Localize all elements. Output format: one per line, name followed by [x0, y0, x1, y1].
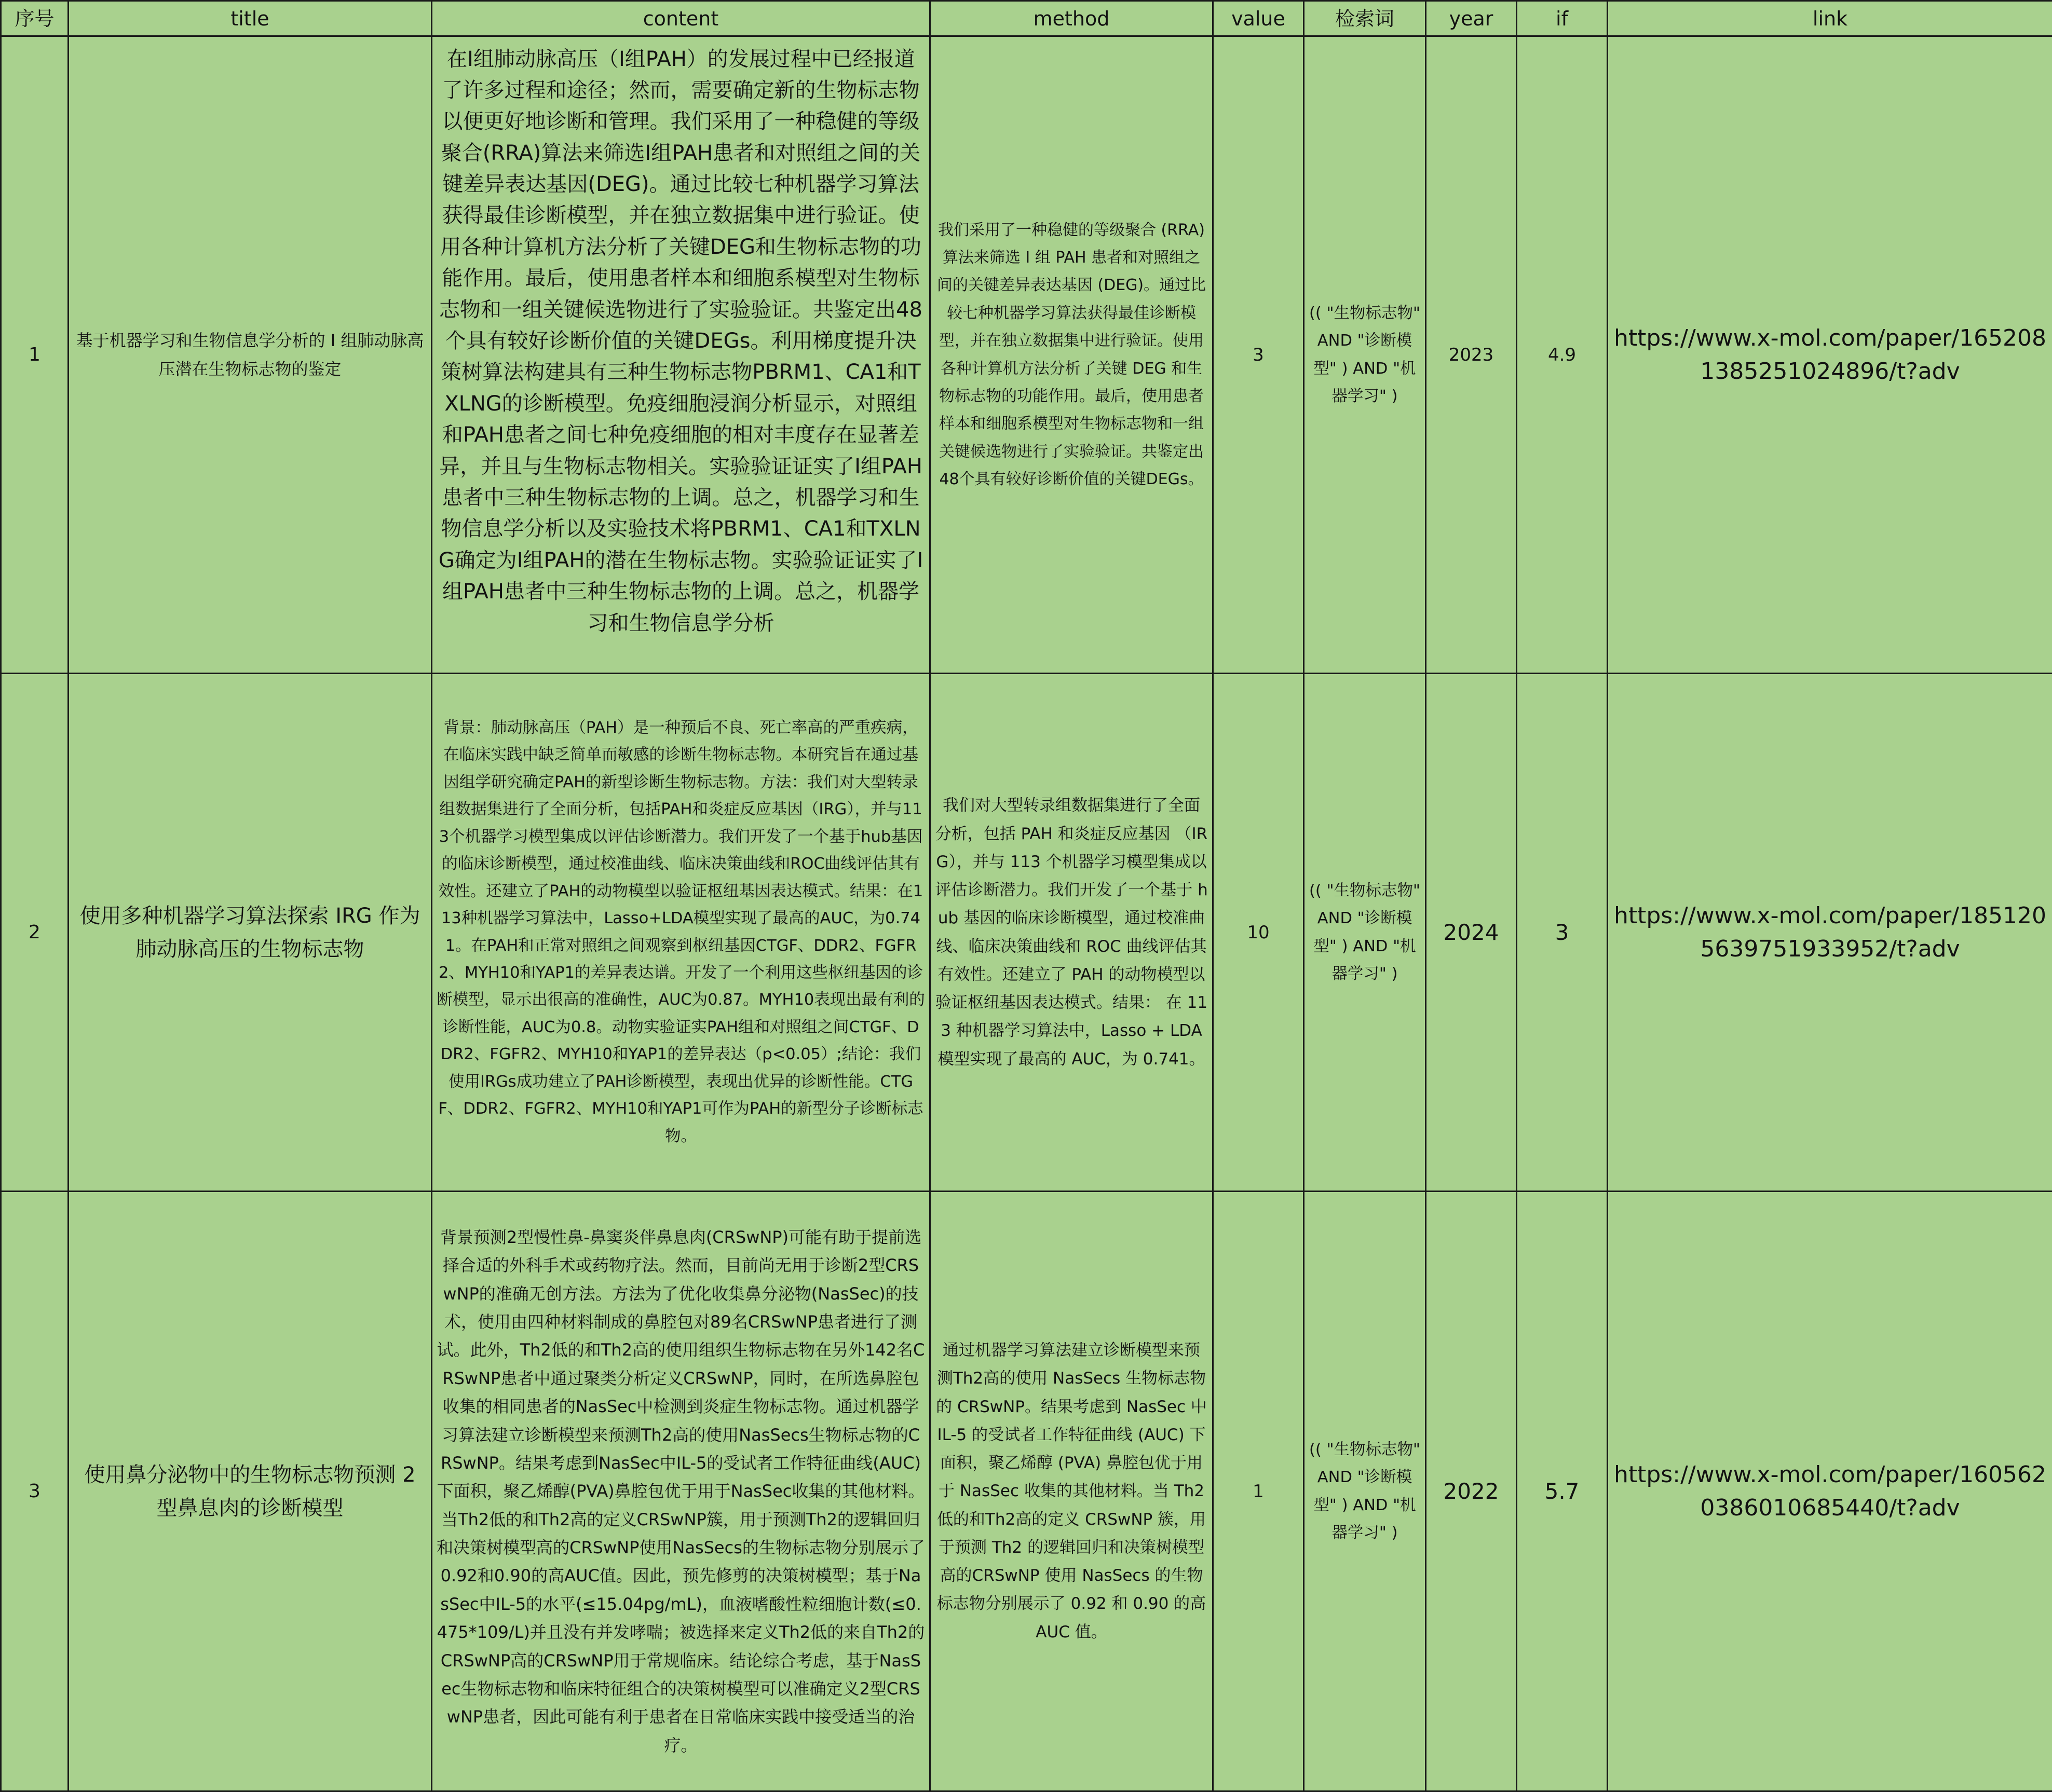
cell-title[interactable]: 基于机器学习和生物信息学分析的 I 组肺动脉高压潜在生物标志物的鉴定	[69, 36, 432, 674]
cell-content-text: 背景：肺动脉高压（PAH）是一种预后不良、死亡率高的严重疾病，在临床实践中缺乏简单而敏感的诊断生物标志物。本研究旨在通过基因组学研究确定PAH的新型诊断生物标志物。方法：我们对大型转录组数据集进行了全面分析，包括PAH和炎症反应基因（IRG），并与113个机器学习模型集成以评估诊断潜力。我们开发了一个基于hub基因的临床诊断模型，通过校准曲线、临床决策曲线和ROC曲线评估其有效性。还建立了PAH的动物模型以验证枢纽基因表达模式。结果：在113种机器学习算法中，Lasso+LDA模型实现了最高的AUC，为0.741。在PAH和正常对照组之间观察到枢纽基因CTGF、DDR2、FGFR2、MYH10和YAP1的差异表达谱。开发了一个利用这些枢纽基因的诊断模型，显示出很高的准确性，AUC为0.87。MYH10表现出最有利的诊断性能，AUC为0.8。动物实验证实PAH组和对照组之间CTGF、DDR2、FGFR2、MYH10和YAP1的差异表达（p<0.05）;结论：我们使用IRGs成功建立了PAH诊断模型，表现出优异的诊断性能。CTGF、DDR2、FGFR2、MYH10和YAP1可作为PAH的新型分子诊断标志物。	[437, 715, 925, 1150]
header-seq[interactable]: 序号	[1, 1, 69, 36]
cell-method[interactable]: 我们对大型转录组数据集进行了全面分析，包括 PAH 和炎症反应基因 （IRG），并与 113 个机器学习模型集成以评估诊断潜力。我们开发了一个基于 hub 基因的临床诊断模型，通过校准曲线、临床决策曲线和 ROC 曲线评估其有效性。还建立了 PAH 的动物模型以验证枢纽基因表达模式。结果： 在 113 种机器学习算法中，Lasso + LDA 模型实现了最高的 AUC，为 0.741。	[930, 674, 1213, 1192]
header-row	[1, 1, 2052, 36]
table-row	[1, 1192, 2052, 1791]
cell-method[interactable]: 我们采用了一种稳健的等级聚合 (RRA) 算法来筛选 I 组 PAH 患者和对照组之间的关键差异表达基因 (DEG)。通过比较七种机器学习算法获得最佳诊断模型，并在独立数据集中进行验证。使用各种计算机方法分析了关键 DEG 和生物标志物的功能作用。最后，使用患者样本和细胞系模型对生物标志物和一组关键候选物进行了实验验证。共鉴定出48个具有较好诊断价值的关键DEGs。	[930, 36, 1213, 674]
cell-content[interactable]	[432, 674, 930, 1192]
cell-seq[interactable]: 2	[1, 674, 69, 1192]
header-value[interactable]: value	[1213, 1, 1304, 36]
cell-link[interactable]: https://www.x-mol.com/paper/1652081385251024896/t?adv	[1608, 36, 2052, 674]
cell-value[interactable]: 10	[1213, 674, 1304, 1192]
cell-content[interactable]	[432, 36, 930, 674]
cell-value[interactable]: 3	[1213, 36, 1304, 674]
header-year[interactable]: year	[1426, 1, 1517, 36]
table-row	[1, 674, 2052, 1192]
cell-keyword[interactable]: (( "生物标志物" AND "诊断模型" ) AND "机器学习" )	[1304, 674, 1426, 1192]
content-text: 在I组肺动脉高压（I组PAH）的发展过程中已经报道了许多过程和途径；然而，需要确定新的生物标志物以便更好地诊断和管理。我们采用了一种稳健的等级聚合(RRA)算法来筛选I组PAH患者和对照组之间的关键差异表达基因(DEG)。通过比较七种机器学习算法获得最佳诊断模型，并在独立数据集中进行验证。使用各种计算机方法分析了关键DEG和生物标志物的功能作用。最后，使用患者样本和细胞系模型对生物标志物和一组关键候选物进行了实验验证。共鉴定出48个具有较好诊断价值的关键DEGs。利用梯度提升决策树算法构建具有三种生物标志物PBRM1、CA1和TXLNG的诊断模型。免疫细胞浸润分析显示，对照组和PAH患者之间七种免疫细胞的相对丰度存在显著差异，并且与生物标志物相关。实验验证证实了I组PAH患者中三种生物标志物的上调。总之，机器学习和生物信息学分析以及实验技术将PBRM1、CA1和TXLNG确定为I组PAH的潜在生物标志物。实验验证证实了I组PAH患者中三种生物标志物的上调。总之，机器学习和生物信息学分析	[437, 44, 925, 639]
header-title[interactable]: title	[69, 1, 432, 36]
cell-content-text	[437, 44, 925, 666]
cell-keyword[interactable]: (( "生物标志物" AND "诊断模型" ) AND "机器学习" )	[1304, 36, 1426, 674]
cell-seq[interactable]: 3	[1, 1192, 69, 1791]
cell-year[interactable]: 2023	[1426, 36, 1517, 674]
cell-method[interactable]: 通过机器学习算法建立诊断模型来预测Th2高的使用 NasSecs 生物标志物的 CRSwNP。结果考虑到 NasSec 中 IL-5 的受试者工作特征曲线 (AUC) 下面积，聚乙烯醇 (PVA) 鼻腔包优于用于 NasSec 收集的其他材料。当 Th2低的和Th2高的定义 CRSwNP 簇，用于预测 Th2 的逻辑回归和决策树模型高的CRSwNP 使用 NasSecs 的生物标志物分别展示了 0.92 和 0.90 的高 AUC 值。	[930, 1192, 1213, 1791]
cell-year[interactable]: 2022	[1426, 1192, 1517, 1791]
header-method[interactable]: method	[930, 1, 1213, 36]
table-row	[1, 36, 2052, 674]
header-if[interactable]: if	[1517, 1, 1608, 36]
cell-link[interactable]: https://www.x-mol.com/paper/1605620386010685440/t?adv	[1608, 1192, 2052, 1791]
cell-content[interactable]	[432, 1192, 930, 1791]
cell-if[interactable]: 3	[1517, 674, 1608, 1192]
header-content[interactable]: content	[432, 1, 930, 36]
cell-title[interactable]: 使用多种机器学习算法探索 IRG 作为肺动脉高压的生物标志物	[69, 674, 432, 1192]
cell-value[interactable]: 1	[1213, 1192, 1304, 1791]
cell-if[interactable]: 4.9	[1517, 36, 1608, 674]
cell-content-text: 背景预测2型慢性鼻-鼻窦炎伴鼻息肉(CRSwNP)可能有助于提前选择合适的外科手术或药物疗法。然而，目前尚无用于诊断2型CRSwNP的准确无创方法。方法为了优化收集鼻分泌物(NasSec)的技术，使用由四种材料制成的鼻腔包对89名CRSwNP患者进行了测试。此外，Th2低的和Th2高的使用组织生物标志物在另外142名CRSwNP患者中通过聚类分析定义CRSwNP，同时，在所选鼻腔包收集的相同患者的NasSec中检测到炎症生物标志物。通过机器学习算法建立诊断模型来预测Th2高的使用NasSecs生物标志物的CRSwNP。结果考虑到NasSec中IL-5的受试者工作特征曲线(AUC)下面积，聚乙烯醇(PVA)鼻腔包优于用于NasSec收集的其他材料。当Th2低的和Th2高的定义CRSwNP簇，用于预测Th2的逻辑回归和决策树模型高的CRSwNP使用NasSecs的生物标志物分别展示了0.92和0.90的高AUC值。因此，预先修剪的决策树模型；基于NasSec中IL-5的水平(≤15.04pg/mL)，血液嗜酸性粒细胞计数(≤0.475*109/L)并且没有并发哮喘；被选择来定义Th2低的来自Th2的CRSwNP高的CRSwNP用于常规临床。结论综合考虑，基于NasSec生物标志物和临床特征组合的决策树模型可以准确定义2型CRSwNP患者，因此可能有利于患者在日常临床实践中接受适当的治疗。	[437, 1223, 925, 1759]
header-keyword[interactable]: 检索词	[1304, 1, 1426, 36]
cell-year[interactable]: 2024	[1426, 674, 1517, 1192]
cell-keyword[interactable]: (( "生物标志物" AND "诊断模型" ) AND "机器学习" )	[1304, 1192, 1426, 1791]
cell-title[interactable]: 使用鼻分泌物中的生物标志物预测 2 型鼻息肉的诊断模型	[69, 1192, 432, 1791]
header-link[interactable]: link	[1608, 1, 2052, 36]
cell-if[interactable]: 5.7	[1517, 1192, 1608, 1791]
cell-seq[interactable]: 1	[1, 36, 69, 674]
cell-link[interactable]: https://www.x-mol.com/paper/1851205639751933952/t?adv	[1608, 674, 2052, 1192]
